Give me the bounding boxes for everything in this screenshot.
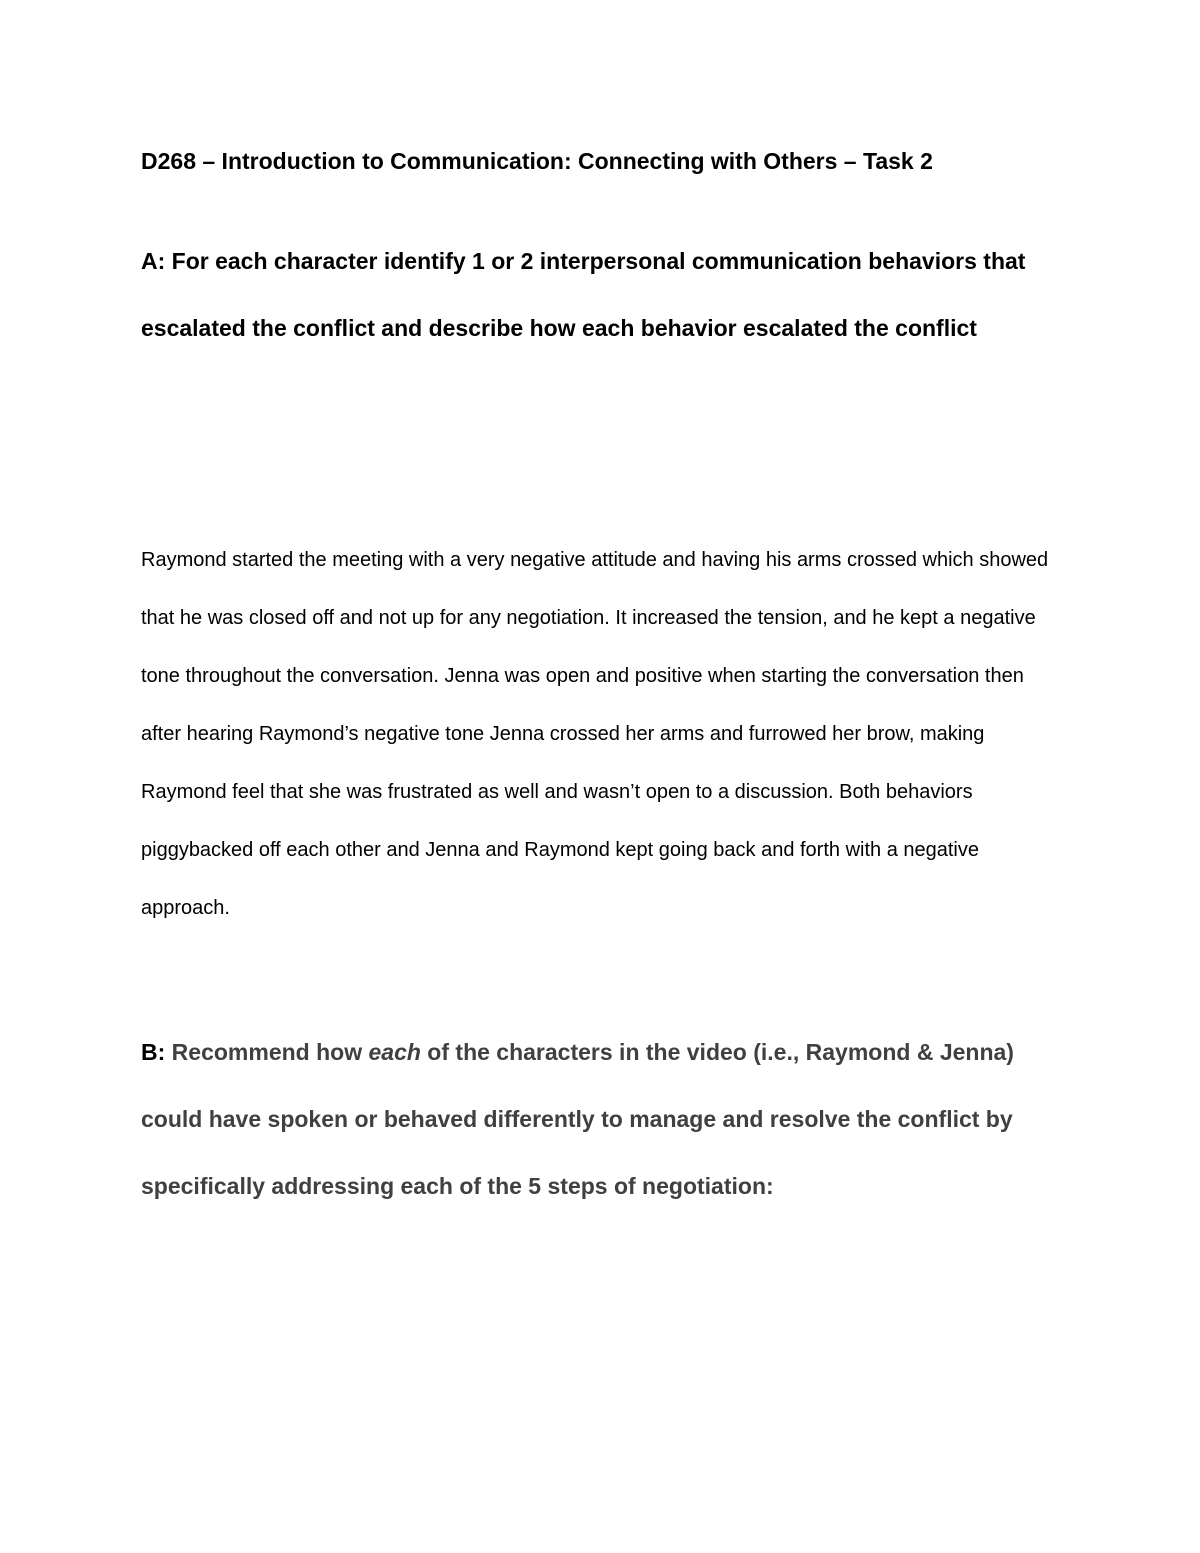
section-a-body: Raymond started the meeting with a very negative attitude and having his arms crossed which showed that he was closed off and not up for any negotiation. It increased the tension, and he kept a negative tone throughout the conversation. Jenna was open and positive when starting the conversation then after hearing Raymond’s negative tone Jenna crossed her arms and furrowed her brow, making Raymond feel that she was frustrated as well and wasn’t open to a discussion. Both behaviors piggybacked off each other and Jenna and Raymond kept going back and forth with a negative approach. xyxy=(141,549,1049,919)
section-b-heading-part2: of the characters in the video (i.e., Raymond & Jenna) could have spoken or behaved differently to manage and resolve the conflict by specifically addressing each of the 5 steps of negotiation: xyxy=(141,1039,1014,1199)
section-a-heading: A: For each character identify 1 or 2 interpersonal communication behaviors that escalated the conflict and describe how each behavior escalated the conflict xyxy=(141,248,1026,341)
section-b-heading-part1: Recommend how xyxy=(165,1039,369,1065)
document-title: D268 – Introduction to Communication: Connecting with Others – Task 2 xyxy=(141,148,933,174)
section-b-heading xyxy=(141,1019,1061,1220)
section-b-label: B: xyxy=(141,1039,166,1065)
section-b-heading-emphasis: each xyxy=(368,1039,421,1065)
